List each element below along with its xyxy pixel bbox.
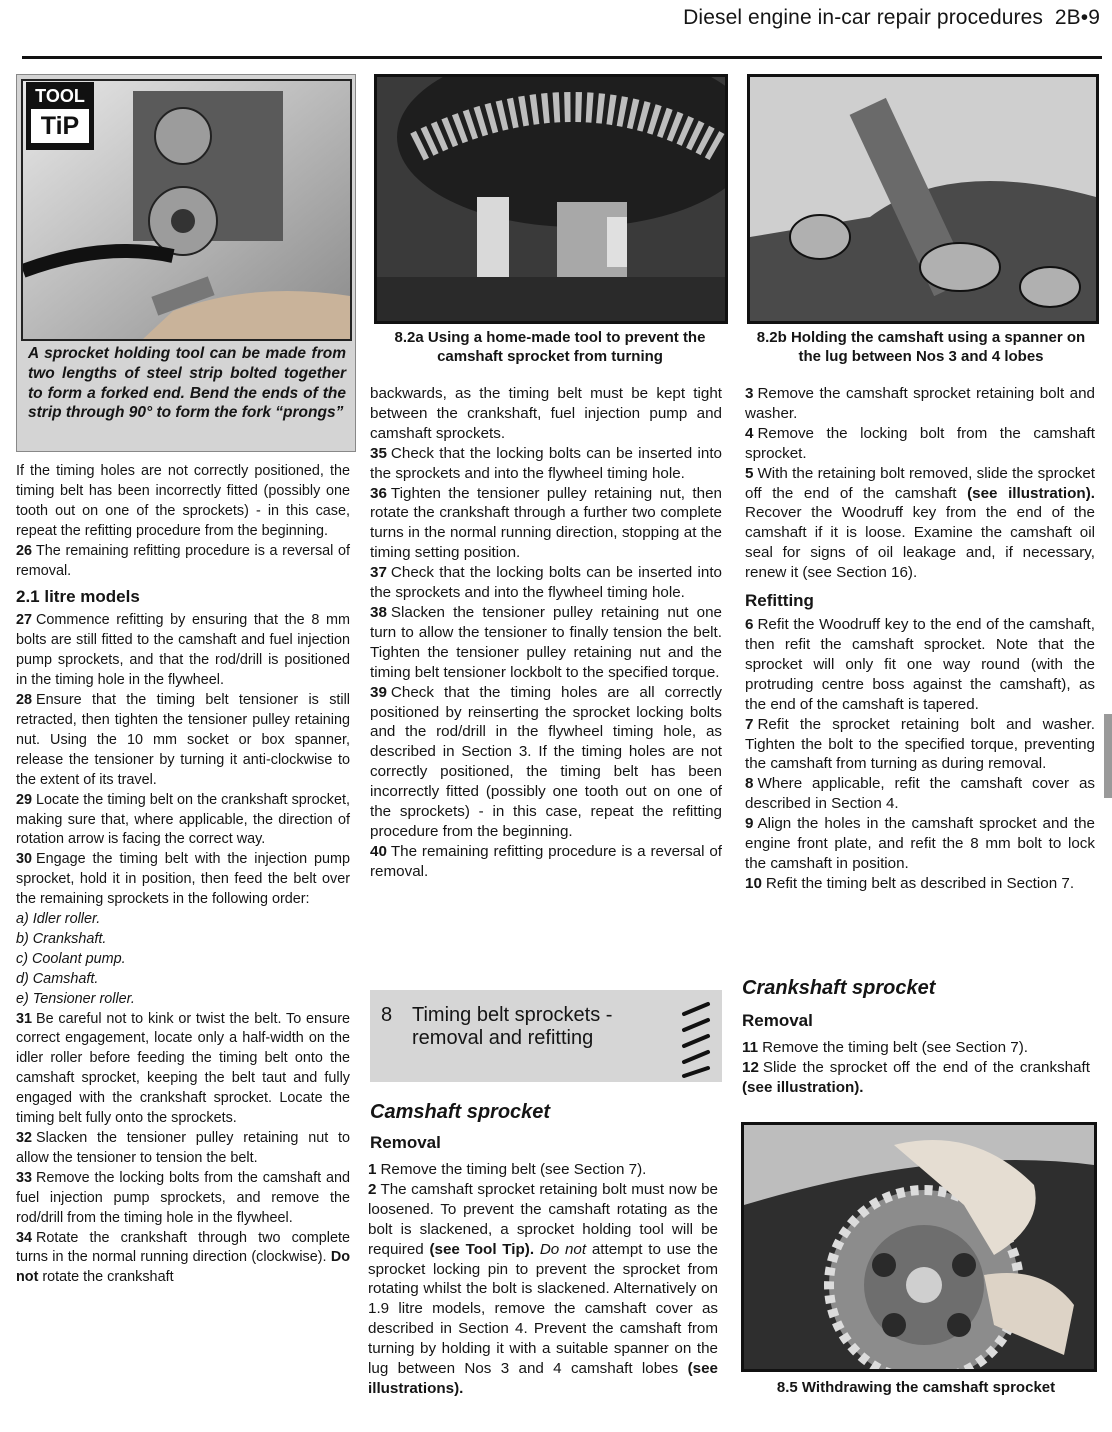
para-12: 12 Slide the sprocket off the end of the crankshaft (see illustration). — [742, 1058, 1090, 1096]
badge-tool-label: TOOL — [35, 86, 85, 106]
heading-refitting: Refitting — [745, 591, 814, 611]
column-3 — [745, 384, 1095, 894]
heading-crankshaft-sprocket: Crankshaft sprocket — [742, 977, 936, 999]
section-number: 8 — [381, 1004, 393, 1026]
para-32: 32 Slacken the tensioner pulley retaining nut to allow the tensioner to tension the belt. — [16, 1130, 350, 1166]
column-1 — [16, 462, 350, 1288]
para-35: 35 Check that the locking bolts can be inserted into the sprockets and into the flywheel timing hole. — [370, 444, 722, 482]
col1-intro: If the timing holes are not correctly positioned, the timing belt has been incorrectly fitted (possibly one tooth out on one of the sprockets) - in this case, repeat the refitting procedure from the beginning. — [16, 463, 350, 539]
list-item: c) Coolant pump. — [16, 950, 126, 967]
column-3-lower — [742, 1038, 1090, 1098]
column-2 — [370, 384, 722, 882]
caption-8-2a: 8.2a Using a home-made tool to prevent the camshaft sprocket from turning — [394, 329, 706, 365]
para-3: 3 Remove the camshaft sprocket retaining bolt and washer. — [745, 385, 1095, 422]
para-2: 2 The camshaft sprocket retaining bolt must now be loosened. To prevent the camshaft rotating as the bolt is slackened, a sprocket holding tool will be required (see Tool Tip). Do not attempt to use the sprocket locking pin to prevent the sprocket from rotating whilst the bolt is slackened. Alternatively on 1.9 litre models, remove the camshaft cover as described in Section 4. Prevent the camshaft from turning by holding it with a suitable spanner on the lug between Nos 3 and 4 camshaft lobes (see illustrations). — [368, 1180, 718, 1397]
para-7: 7 Refit the sprocket retaining bolt and washer. Tighten the bolt to the specified torque, preventing the camshaft from turning as during removal. — [745, 715, 1095, 773]
list-item: b) Crankshaft. — [16, 930, 107, 947]
heading-2-1-litre: 2.1 litre models — [16, 587, 140, 607]
col2-continuation: backwards, as the timing belt must be kept tight between the crankshaft, fuel injection pump and camshaft sprockets. — [370, 385, 722, 442]
section-title: Timing belt sprockets - — [412, 1004, 613, 1026]
photo-8-2b — [747, 74, 1099, 324]
para-37: 37 Check that the locking bolts can be inserted into the sprockets and into the flywheel timing hole. — [370, 564, 722, 602]
para-10: 10 Refit the timing belt as described in Section 7. — [745, 874, 1075, 892]
list-item: a) Idler roller. — [16, 911, 101, 928]
section-subtitle: removal and refitting — [412, 1027, 594, 1049]
para-30: 30 Engage the timing belt with the injection pump sprocket, hold it in position, then feed the belt over the remaining sprockets in the following order: — [16, 851, 350, 908]
header-title: Diesel engine in-car repair procedures — [683, 6, 1043, 29]
para-31: 31 Be careful not to kink or twist the belt. To ensure correct engagement, locate only a half-width on the idler roller before feeding the timing belt onto the camshaft sprocket, keeping the belt taut and fully engaged with the crankshaft sprocket. Locate the timing belt fully onto the sprockets. — [16, 1010, 350, 1127]
chapter-side-tab — [1104, 714, 1112, 798]
para-34: 34 Rotate the crankshaft through two complete turns in the normal running direction (clockwise). Do not rotate the crankshaft — [16, 1229, 350, 1286]
photo-8-2a — [374, 74, 728, 324]
list-item: d) Camshaft. — [16, 970, 99, 987]
list-item: e) Tensioner roller. — [16, 990, 135, 1007]
heading-camshaft-sprocket: Camshaft sprocket — [370, 1101, 551, 1123]
para-36: 36 Tighten the tensioner pulley retaining nut, then rotate the crankshaft through a further two complete turns in the normal running direction, stopping at the timing setting position. — [370, 484, 722, 562]
spanner-difficulty-icon — [678, 1000, 714, 1080]
heading-removal-crankshaft: Removal — [742, 1011, 813, 1030]
tool-tip-badge — [26, 82, 94, 150]
para-39: 39 Check that the timing holes are all correctly positioned by reinserting the sprocket locking bolts and the rod/drill in the flywheel timing hole, as described in Section 3. If the timing holes are not correctly positioned, the timing belt has been incorrectly fitted (possibly one tooth out on one of the sprockets) - in this case, repeat the refitting procedure from the beginning. — [370, 683, 722, 840]
para-29: 29 Locate the timing belt on the crankshaft sprocket, making sure that, where applicable, the direction of rotation arrow is facing the correct way. — [16, 791, 350, 848]
para-9: 9 Align the holes in the camshaft sprocket and the engine front plate, and refit the 8 mm bolt to lock the camshaft in position. — [745, 815, 1095, 872]
running-header — [0, 4, 1100, 32]
para-38: 38 Slacken the tensioner pulley retaining nut one turn to allow the tensioner to finally tension the belt. Tighten the tensioner pulley retaining nut and the timing belt tensioner lockbolt to the specified torque. — [370, 603, 722, 681]
photo-8-5 — [741, 1122, 1097, 1372]
para-26: 26 The remaining refitting procedure is a reversal of removal. — [16, 542, 350, 579]
page-number: 2B•9 — [1054, 6, 1100, 29]
para-6: 6 Refit the Woodruff key to the end of the camshaft, then refit the camshaft sprocket. Note that the sprocket will only fit one way round (with the protruding centre boss against the camshaft), as the end of the camshaft is tapered. — [745, 616, 1095, 713]
para-40: 40 The remaining refitting procedure is a reversal of removal. — [370, 842, 722, 880]
badge-tip-label: TiP — [31, 109, 89, 143]
column-2-lower — [368, 1160, 718, 1399]
caption-8-2b: 8.2b Holding the camshaft using a spanner on the lug between Nos 3 and 4 lobes — [756, 329, 1086, 365]
header-rule — [22, 56, 1102, 59]
heading-removal-camshaft: Removal — [370, 1133, 441, 1152]
tool-tip-caption: A sprocket holding tool can be made from two lengths of steel strip bolted together to form a forked end. Bend the ends of the strip through 90° to form the fork “prongs” — [28, 345, 346, 422]
para-1: 1 Remove the timing belt (see Section 7). — [368, 1161, 647, 1178]
para-5: 5 With the retaining bolt removed, slide the sprocket off the end of the camshaft (see illustration). Recover the Woodruff key from the end of the camshaft if it is loose. Examine the camshaft oil seal for signs of oil leakage and, if necessary, renew it (see Section 16). — [745, 464, 1095, 582]
para-11: 11 Remove the timing belt (see Section 7). — [742, 1039, 1028, 1056]
para-33: 33 Remove the locking bolts from the camshaft and fuel injection pump sprockets, and remove the rod/drill from the timing hole in the flywheel. — [16, 1169, 350, 1226]
para-27: 27 Commence refitting by ensuring that the 8 mm bolts are still fitted to the camshaft and fuel injection pump sprockets, and that the rod/drill is positioned in the timing hole in the flywheel. — [16, 612, 350, 689]
caption-8-5: 8.5 Withdrawing the camshaft sprocket — [776, 1379, 1056, 1396]
para-4: 4 Remove the locking bolt from the camshaft sprocket. — [745, 424, 1095, 462]
para-28: 28 Ensure that the timing belt tensioner is still retracted, then tighten the tensioner pulley retaining nut. Using the 10 mm socket or box spanner, release the tensioner by turning it anti-clockwise to the extent of its travel. — [16, 692, 350, 788]
para-8: 8 Where applicable, refit the camshaft cover as described in Section 4. — [745, 775, 1095, 813]
